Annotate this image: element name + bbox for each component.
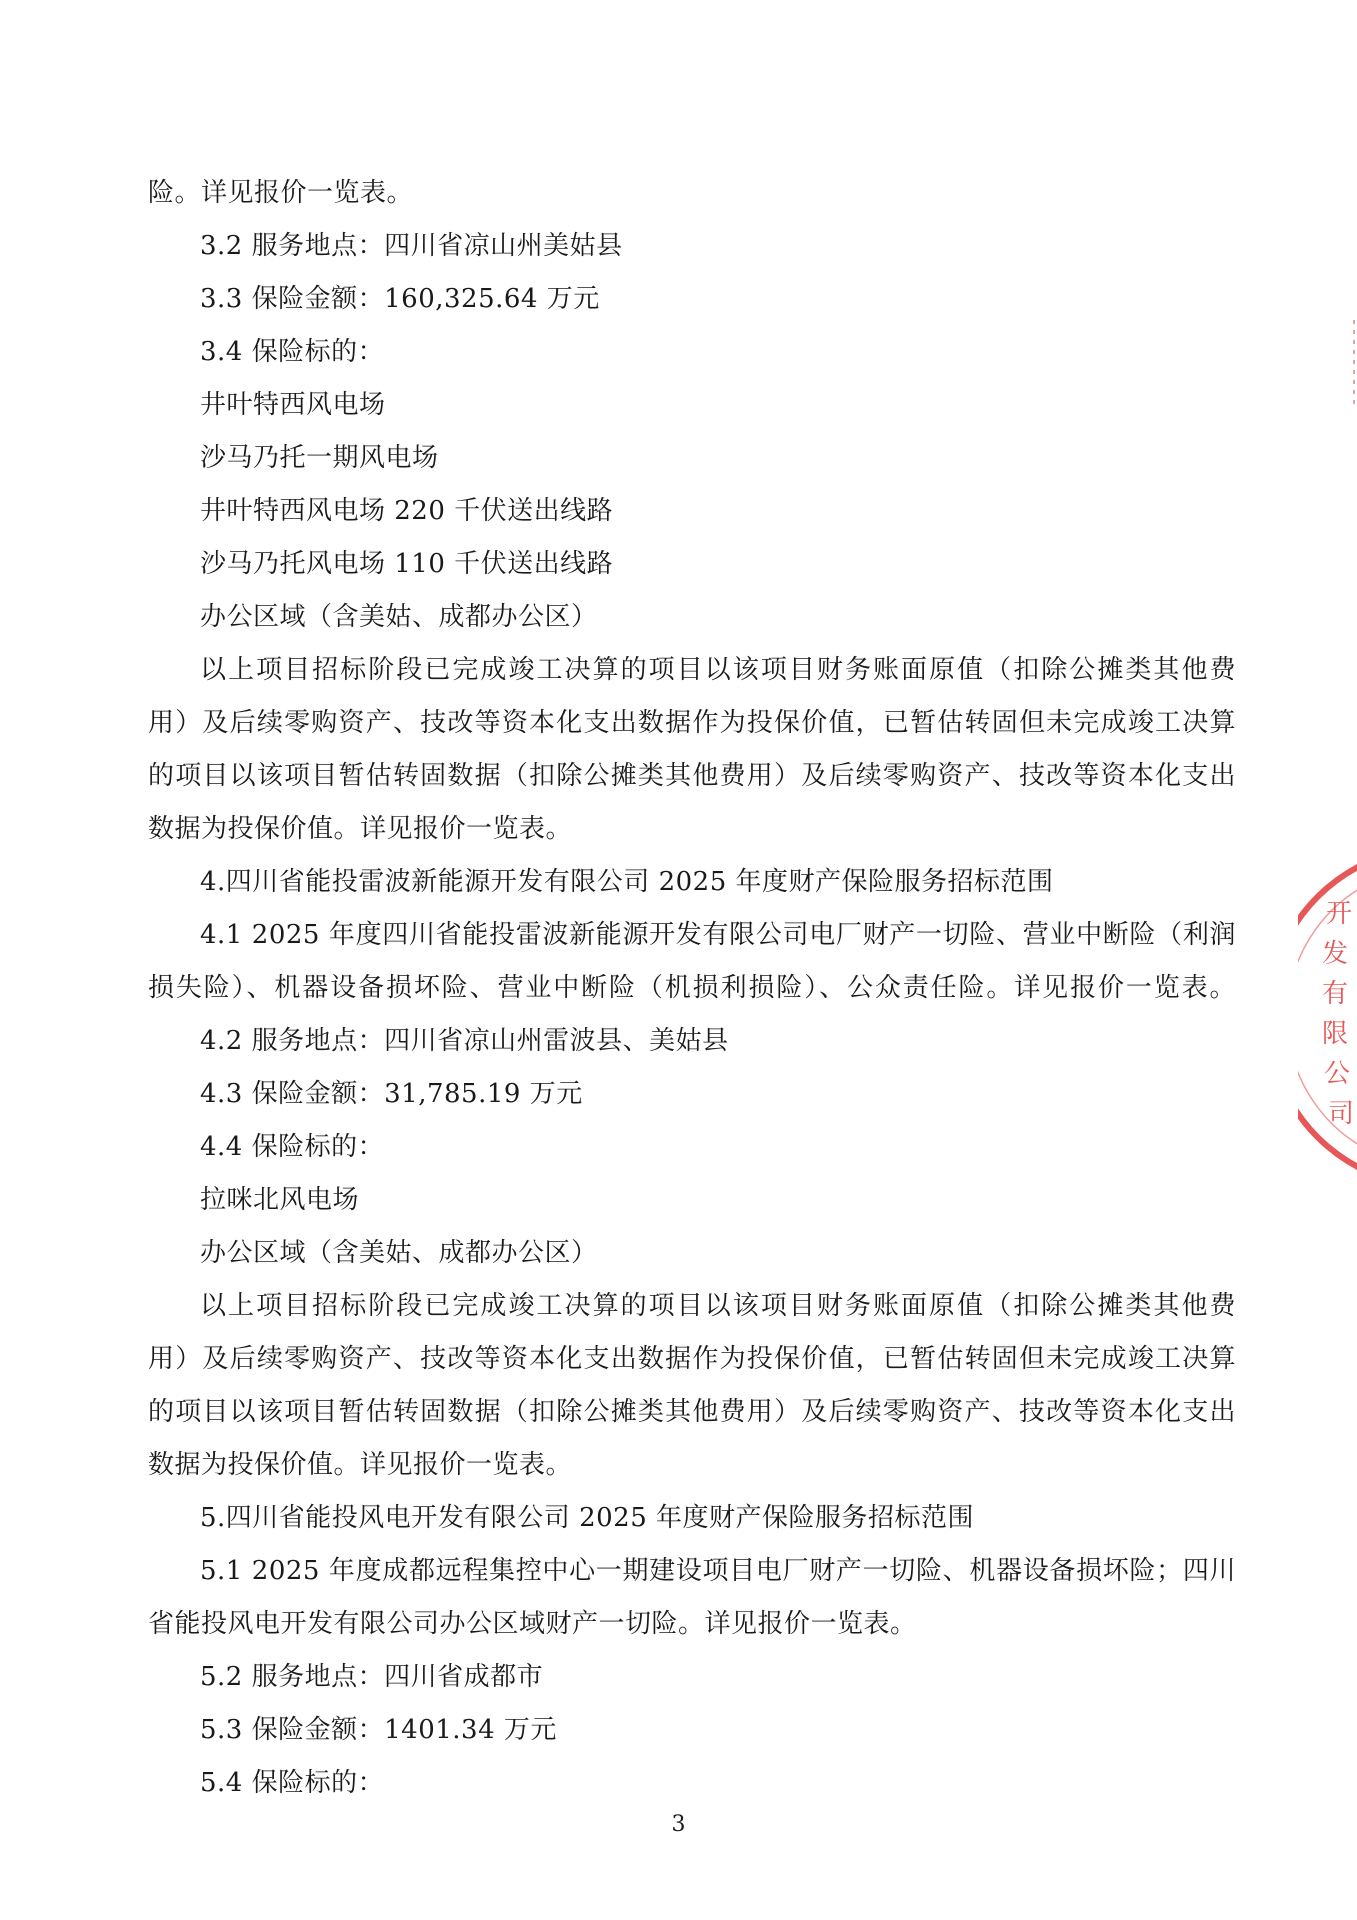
text-line: 井叶特西风电场 [200,390,386,420]
text-line: 拉咪北风电场 [200,1185,360,1215]
section-heading: 5.四川省能投风电开发有限公司 2025 年度财产保险服务招标范围 [200,1503,975,1533]
svg-text:公: 公 [1324,1059,1351,1089]
text-line: 数据为投保价值。详见报价一览表。 [148,814,573,844]
section-heading: 4.四川省能投雷波新能源开发有限公司 2025 年度财产保险服务招标范围 [200,867,1054,897]
text-line: 沙马乃托一期风电场 [200,443,439,473]
text-line: 损失险）、机器设备损坏险、营业中断险（机损利损险）、公众责任险。详见报价一览表。 [148,973,1236,1003]
text-line: 5.4 保险标的： [200,1768,385,1798]
edge-mark [1351,320,1357,410]
text-line: 5.1 2025 年度成都远程集控中心一期建设项目电厂财产一切险、机器设备损坏险；四川 [200,1556,1237,1586]
text-line: 险。详见报价一览表。 [148,178,414,208]
text-line: 4.1 2025 年度四川省能投雷波新能源开发有限公司电厂财产一切险、营业中断险（利润 [200,920,1237,950]
text-line: 的项目以该项目暂估转固数据（扣除公摊类其他费用）及后续零购资产、技改等资本化支出 [148,1397,1236,1427]
text-line: 用）及后续零购资产、技改等资本化支出数据作为投保价值，已暂估转固但未完成竣工决算 [148,1344,1236,1374]
text-line: 4.4 保险标的： [200,1132,385,1162]
text-line: 5.3 保险金额：1401.34 万元 [200,1715,557,1745]
text-line: 以上项目招标阶段已完成竣工决算的项目以该项目财务账面原值（扣除公摊类其他费 [200,1291,1236,1321]
text-line: 5.2 服务地点：四川省成都市 [200,1662,544,1692]
company-seal-stamp [1298,852,1357,1182]
text-line: 的项目以该项目暂估转固数据（扣除公摊类其他费用）及后续零购资产、技改等资本化支出 [148,761,1236,791]
text-line: 办公区域（含美姑、成都办公区） [200,1238,598,1268]
text-line: 4.2 服务地点：四川省凉山州雷波县、美姑县 [200,1026,729,1056]
text-line: 省能投风电开发有限公司办公区域财产一切险。详见报价一览表。 [148,1609,917,1639]
svg-text:司: 司 [1328,1099,1355,1129]
text-line: 办公区域（含美姑、成都办公区） [200,602,598,632]
svg-text:有: 有 [1322,979,1349,1009]
text-line: 3.2 服务地点：四川省凉山州美姑县 [200,231,623,261]
text-line: 3.3 保险金额：160,325.64 万元 [200,284,600,314]
text-line: 以上项目招标阶段已完成竣工决算的项目以该项目财务账面原值（扣除公摊类其他费 [200,655,1236,685]
text-line: 4.3 保险金额：31,785.19 万元 [200,1079,583,1109]
text-line: 沙马乃托风电场 110 千伏送出线路 [200,549,614,579]
page-number: 3 [671,1812,686,1837]
svg-text:限: 限 [1322,1019,1349,1049]
text-line: 井叶特西风电场 220 千伏送出线路 [200,496,614,526]
svg-text:发: 发 [1322,939,1349,969]
text-line: 用）及后续零购资产、技改等资本化支出数据作为投保价值，已暂估转固但未完成竣工决算 [148,708,1236,738]
text-line: 数据为投保价值。详见报价一览表。 [148,1450,573,1480]
svg-text:开: 开 [1326,899,1353,929]
text-line: 3.4 保险标的： [200,337,385,367]
